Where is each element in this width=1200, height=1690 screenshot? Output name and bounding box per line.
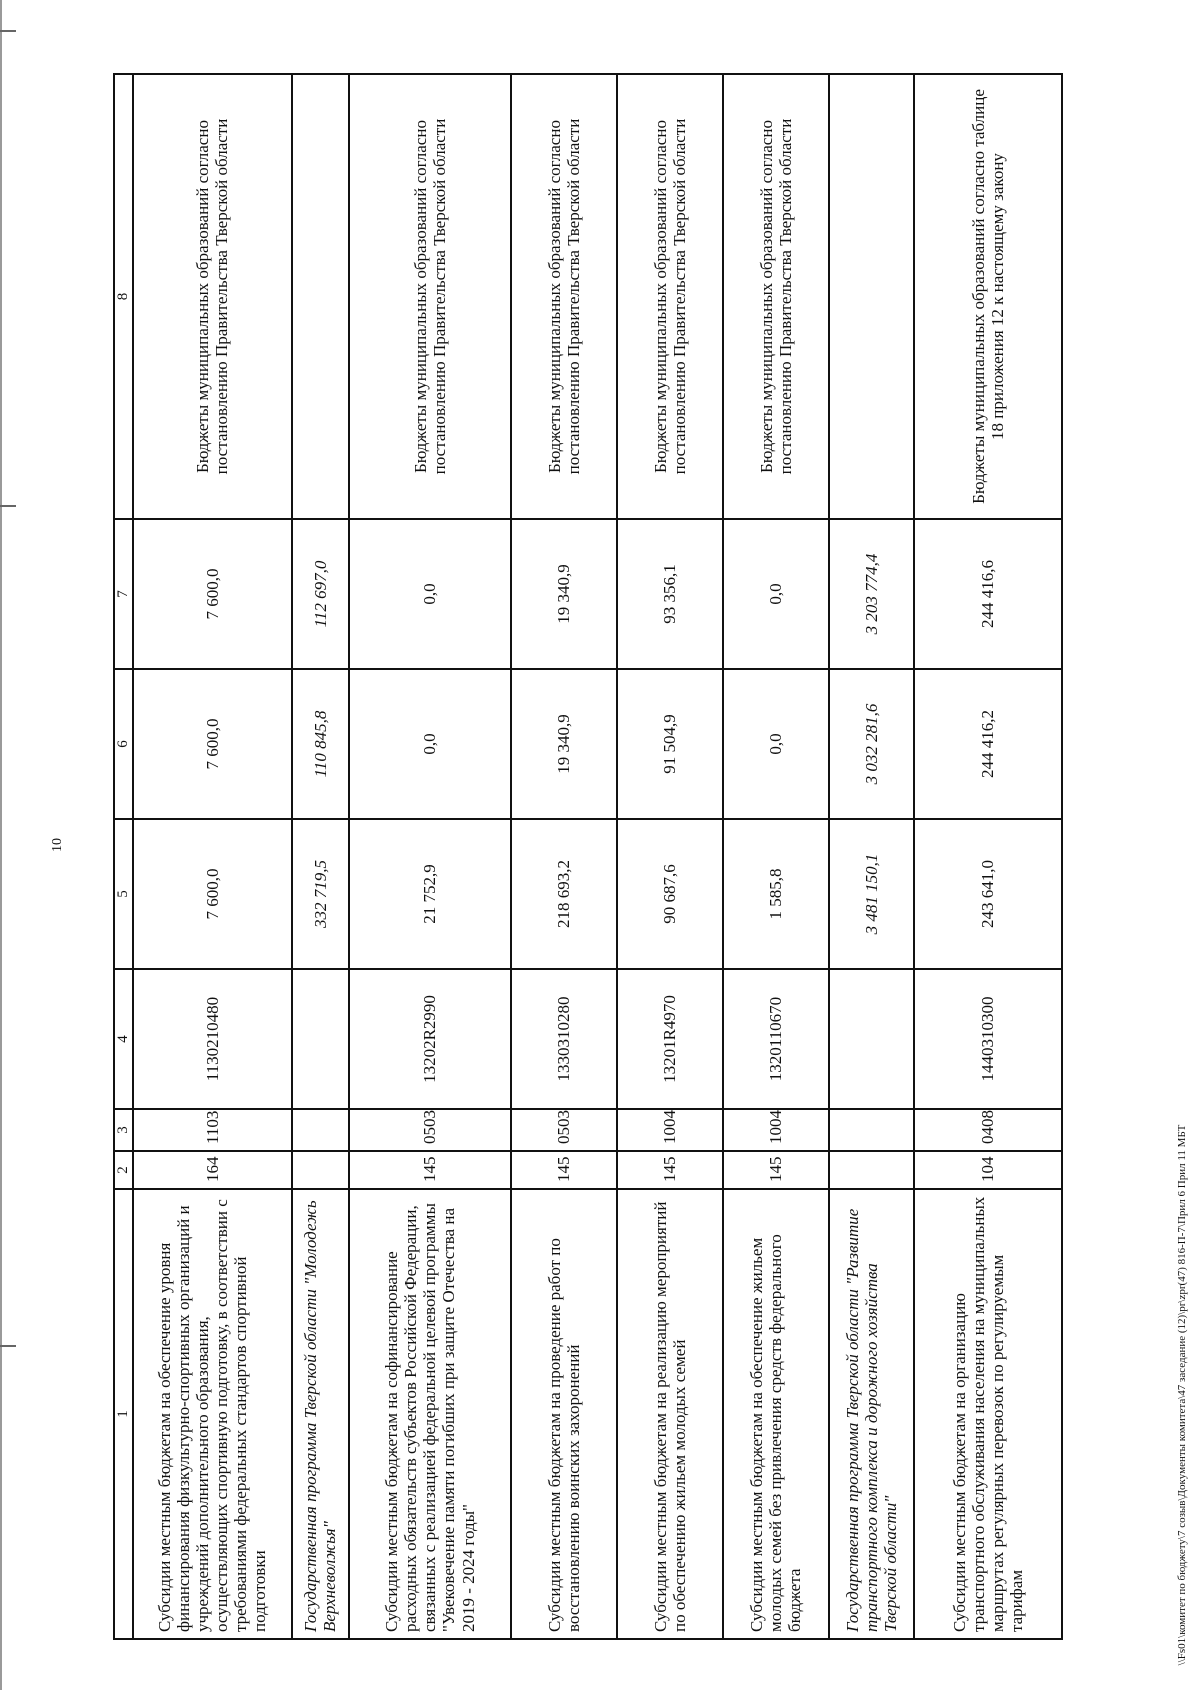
column-header: 8 [114,74,133,519]
program-name: Государственная программа Тверской области "Молодежь Верхневолжья" [292,1189,349,1639]
amount-col6: 0,0 [349,669,511,819]
recipient: Бюджеты муниципальных образований согласно постановлению Правительства Тверской области [349,74,511,519]
recipient: Бюджеты муниципальных образований согласно постановлению Правительства Тверской области [133,74,292,519]
admin-code: 104 [914,1151,1062,1189]
amount-col5: 7 600,0 [133,819,292,969]
admin-code [829,1151,914,1189]
recipient: Бюджеты муниципальных образований согласно постановлению Правительства Тверской области [617,74,723,519]
scan-mark [0,1345,16,1347]
target-article-code: 1440310300 [914,969,1062,1109]
target-article-code [829,969,914,1109]
expense-name: Субсидии местным бюджетам на обеспечение жильем молодых семей без привлечения средств федерального бюджета [723,1189,829,1639]
subsidy-table [113,73,1063,1640]
target-article-code: 1130210480 [133,969,292,1109]
amount-col5: 243 641,0 [914,819,1062,969]
amount-col7: 3 203 774,4 [829,519,914,669]
page-number: 10 [50,838,65,852]
admin-code: 145 [723,1151,829,1189]
recipient: Бюджеты муниципальных образований согласно постановлению Правительства Тверской области [723,74,829,519]
section-code: 0503 [349,1109,511,1151]
expense-name: Субсидии местным бюджетам на софинансирование расходных обязательств субъектов Российской Федерации, связанных с реализацией федеральной целевой программы "Увековечение памяти погибших при защите Отечества на 2019 - 2024 годы" [349,1189,511,1639]
amount-col5: 332 719,5 [292,819,349,969]
table-row [617,74,723,1639]
column-header: 6 [114,669,133,819]
column-header: 5 [114,819,133,969]
rotated-table-container [113,75,1063,1640]
table-row [511,74,617,1639]
section-code [829,1109,914,1151]
amount-col6: 3 032 281,6 [829,669,914,819]
program-row [829,74,914,1639]
scan-mark [0,30,16,32]
section-code: 0408 [914,1109,1062,1151]
expense-name: Субсидии местным бюджетам на обеспечение уровня финансирования физкультурно-спортивных организаций и учреждений дополнительного образования, осуществляющих спортивную подготовку, в соответствии с требованиями федеральных стандартов спортивной подготовки [133,1189,292,1639]
amount-col7: 244 416,6 [914,519,1062,669]
column-header: 4 [114,969,133,1109]
amount-col5: 1 585,8 [723,819,829,969]
footer-file-path: \\Fs01\комитет по бюджету\7 созыв\Документы комитета\47 заседание (12)\pr\zpr(47) 816-П-7\Прил 6 Прил 11 МБТ [1176,1124,1188,1666]
scan-mark [0,505,16,507]
target-article-code: 1330310280 [511,969,617,1109]
amount-col5: 90 687,6 [617,819,723,969]
table-row [133,74,292,1639]
amount-col7: 93 356,1 [617,519,723,669]
target-article-code: 13201R4970 [617,969,723,1109]
table-row [349,74,511,1639]
amount-col6: 244 416,2 [914,669,1062,819]
amount-col7: 0,0 [723,519,829,669]
column-header: 1 [114,1189,133,1639]
header-row [114,74,133,1639]
amount-col6: 91 504,9 [617,669,723,819]
amount-col6: 19 340,9 [511,669,617,819]
scan-edge [0,0,2,1690]
amount-col7: 7 600,0 [133,519,292,669]
column-header: 2 [114,1151,133,1189]
table-row [914,74,1062,1639]
table-row [723,74,829,1639]
amount-col5: 3 481 150,1 [829,819,914,969]
admin-code: 145 [349,1151,511,1189]
recipient: Бюджеты муниципальных образований согласно таблице 18 приложения 12 к настоящему закону [914,74,1062,519]
column-header: 7 [114,519,133,669]
expense-name: Субсидии местным бюджетам на реализацию мероприятий по обеспечению жильем молодых семей [617,1189,723,1639]
target-article-code: 1320110670 [723,969,829,1109]
recipient [829,74,914,519]
amount-col6: 0,0 [723,669,829,819]
amount-col6: 7 600,0 [133,669,292,819]
amount-col6: 110 845,8 [292,669,349,819]
section-code [292,1109,349,1151]
section-code: 1004 [723,1109,829,1151]
column-header: 3 [114,1109,133,1151]
amount-col7: 0,0 [349,519,511,669]
amount-col7: 19 340,9 [511,519,617,669]
amount-col5: 218 693,2 [511,819,617,969]
target-article-code: 13202R2990 [349,969,511,1109]
recipient [292,74,349,519]
program-row [292,74,349,1639]
amount-col7: 112 697,0 [292,519,349,669]
target-article-code [292,969,349,1109]
amount-col5: 21 752,9 [349,819,511,969]
admin-code: 145 [511,1151,617,1189]
admin-code: 164 [133,1151,292,1189]
expense-name: Субсидии местным бюджетам на проведение работ по восстановлению воинских захоронений [511,1189,617,1639]
recipient: Бюджеты муниципальных образований согласно постановлению Правительства Тверской области [511,74,617,519]
section-code: 1103 [133,1109,292,1151]
program-name: Государственная программа Тверской области "Развитие транспортного комплекса и дорожного хозяйства Тверской области" [829,1189,914,1639]
admin-code [292,1151,349,1189]
section-code: 0503 [511,1109,617,1151]
expense-name: Субсидии местным бюджетам на организацию транспортного обслуживания населения на муниципальных маршрутах регулярных перевозок по регулируемым тарифам [914,1189,1062,1639]
admin-code: 145 [617,1151,723,1189]
section-code: 1004 [617,1109,723,1151]
